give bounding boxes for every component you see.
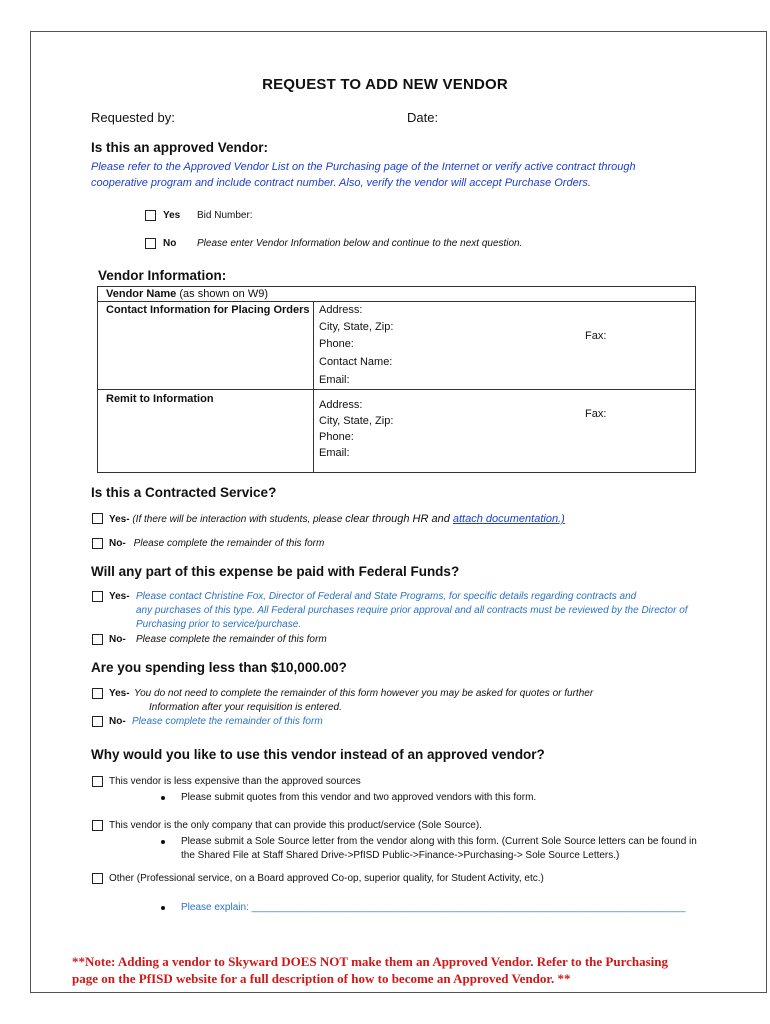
- federal-no-label: No-: [109, 634, 126, 645]
- contracted-no-checkbox[interactable]: [92, 538, 103, 549]
- contact-city-field[interactable]: City, State, Zip:: [319, 321, 394, 333]
- approved-no-label: No: [163, 238, 177, 249]
- contact-email-field[interactable]: Email:: [319, 374, 350, 386]
- form-title: REQUEST TO ADD NEW VENDOR: [262, 76, 508, 93]
- table-column-divider: [313, 301, 314, 473]
- contracted-yes-text: (If there will be interaction with students, please: [129, 514, 346, 525]
- contracted-no-label: No-: [109, 538, 126, 549]
- contact-address-field[interactable]: Address:: [319, 304, 363, 316]
- why-option-2-label: This vendor is the only company that can provide this product/service (Sole Source).: [109, 820, 482, 831]
- why-option-1-label: This vendor is less expensive than the approved sources: [109, 776, 361, 787]
- federal-yes-text-3: Purchasing prior to service/purchase.: [136, 619, 302, 630]
- contracted-yes-checkbox[interactable]: [92, 513, 103, 524]
- approved-vendor-instructions-1: Please refer to the Approved Vendor List on the Purchasing page of the Internet or verify active contract through: [91, 161, 636, 173]
- contracted-service-heading: Is this a Contracted Service?: [91, 485, 277, 500]
- contracted-no-line: [109, 538, 324, 549]
- spending-no-text: Please complete the remainder of this form: [132, 716, 323, 727]
- why-option-2-instruction-2: the Shared File at Staff Shared Drive->PfISD Public->Finance->Purchasing-> Sole Source Letters.): [181, 850, 620, 861]
- spending-yes-checkbox[interactable]: [92, 688, 103, 699]
- why-option-2-checkbox[interactable]: [92, 820, 103, 831]
- requested-by-label: Requested by:: [91, 110, 175, 125]
- why-vendor-heading: Why would you like to use this vendor instead of an approved vendor?: [91, 747, 545, 762]
- vendor-info-heading: Vendor Information:: [98, 268, 227, 283]
- contracted-yes-line: [109, 513, 565, 525]
- remit-info-label: Remit to Information: [106, 393, 214, 405]
- vendor-name-bold: Vendor Name: [106, 288, 177, 300]
- spending-no-checkbox[interactable]: [92, 716, 103, 727]
- contact-name-field[interactable]: Contact Name:: [319, 356, 393, 368]
- bullet-icon: [161, 840, 165, 844]
- why-option-1-instruction: Please submit quotes from this vendor and two approved vendors with this form.: [181, 792, 537, 803]
- federal-yes-label: Yes-: [109, 591, 130, 602]
- bid-number-label: Bid Number:: [197, 210, 253, 221]
- table-divider: [97, 389, 696, 390]
- bullet-icon: [161, 906, 165, 910]
- bullet-icon: [161, 796, 165, 800]
- contracted-yes-text-hr: clear through HR and: [345, 513, 453, 525]
- remit-phone-field[interactable]: Phone:: [319, 431, 354, 443]
- remit-email-field[interactable]: Email:: [319, 447, 350, 459]
- contracted-yes-label: Yes-: [109, 514, 130, 525]
- why-option-2-instruction-1: Please submit a Sole Source letter from the vendor along with this form. (Current Sole Source letters can be found in: [181, 836, 697, 847]
- contracted-no-text: Please complete the remainder of this form: [133, 538, 325, 549]
- why-option-3-checkbox[interactable]: [92, 873, 103, 884]
- spending-yes-text-2: Information after your requisition is entered.: [149, 702, 342, 713]
- spending-no-label: No-: [109, 716, 126, 727]
- vendor-name-note: (as shown on W9): [176, 288, 269, 300]
- date-label: Date:: [407, 110, 439, 125]
- contact-info-label: Contact Information for Placing Orders: [106, 304, 310, 316]
- approved-vendor-instructions-2: cooperative program and include contract number. Also, verify the vendor will accept Purchase Orders.: [91, 177, 591, 189]
- vendor-name-label[interactable]: [106, 288, 268, 300]
- table-divider: [97, 301, 696, 302]
- remit-fax-field[interactable]: Fax:: [585, 408, 607, 420]
- note-line-1: **Note: Adding a vendor to Skyward DOES NOT make them an Approved Vendor. Refer to the Purchasing: [72, 954, 669, 969]
- attach-documentation-link[interactable]: attach documentation.): [452, 513, 565, 525]
- spending-yes-label: Yes-: [109, 688, 130, 699]
- remit-address-field[interactable]: Address:: [319, 399, 363, 411]
- remit-city-field[interactable]: City, State, Zip:: [319, 415, 394, 427]
- federal-no-text: Please complete the remainder of this form: [136, 634, 327, 645]
- approved-yes-checkbox[interactable]: [145, 210, 156, 221]
- approved-vendor-heading: Is this an approved Vendor:: [91, 140, 269, 155]
- approved-yes-label: Yes: [163, 210, 181, 221]
- note-line-2: page on the PfISD website for a full description of how to become an Approved Vendor. **: [72, 971, 571, 986]
- federal-yes-text-1: Please contact Christine Fox, Director of Federal and State Programs, for specific details regarding contracts and: [136, 591, 637, 602]
- federal-yes-text-2: any purchases of this type. All Federal purchases require prior approval and all contracts must be reviewed by the Director of: [136, 605, 688, 616]
- contact-fax-field[interactable]: Fax:: [585, 330, 607, 342]
- please-explain-field[interactable]: Please explain: ______________________________________________________________________________: [181, 902, 686, 913]
- federal-funds-heading: Will any part of this expense be paid with Federal Funds?: [91, 564, 460, 579]
- why-option-1-checkbox[interactable]: [92, 776, 103, 787]
- federal-yes-checkbox[interactable]: [92, 591, 103, 602]
- spending-yes-text-1: You do not need to complete the remainder of this form however you may be asked for quotes or further: [134, 688, 594, 699]
- approved-no-checkbox[interactable]: [145, 238, 156, 249]
- contact-phone-field[interactable]: Phone:: [319, 338, 354, 350]
- why-option-3-label: Other (Professional service, on a Board approved Co-op, superior quality, for Student Activity, etc.): [109, 873, 544, 884]
- page-frame: [30, 31, 767, 993]
- approved-no-instruction: Please enter Vendor Information below and continue to the next question.: [197, 238, 523, 249]
- federal-no-checkbox[interactable]: [92, 634, 103, 645]
- spending-heading: Are you spending less than $10,000.00?: [91, 660, 347, 675]
